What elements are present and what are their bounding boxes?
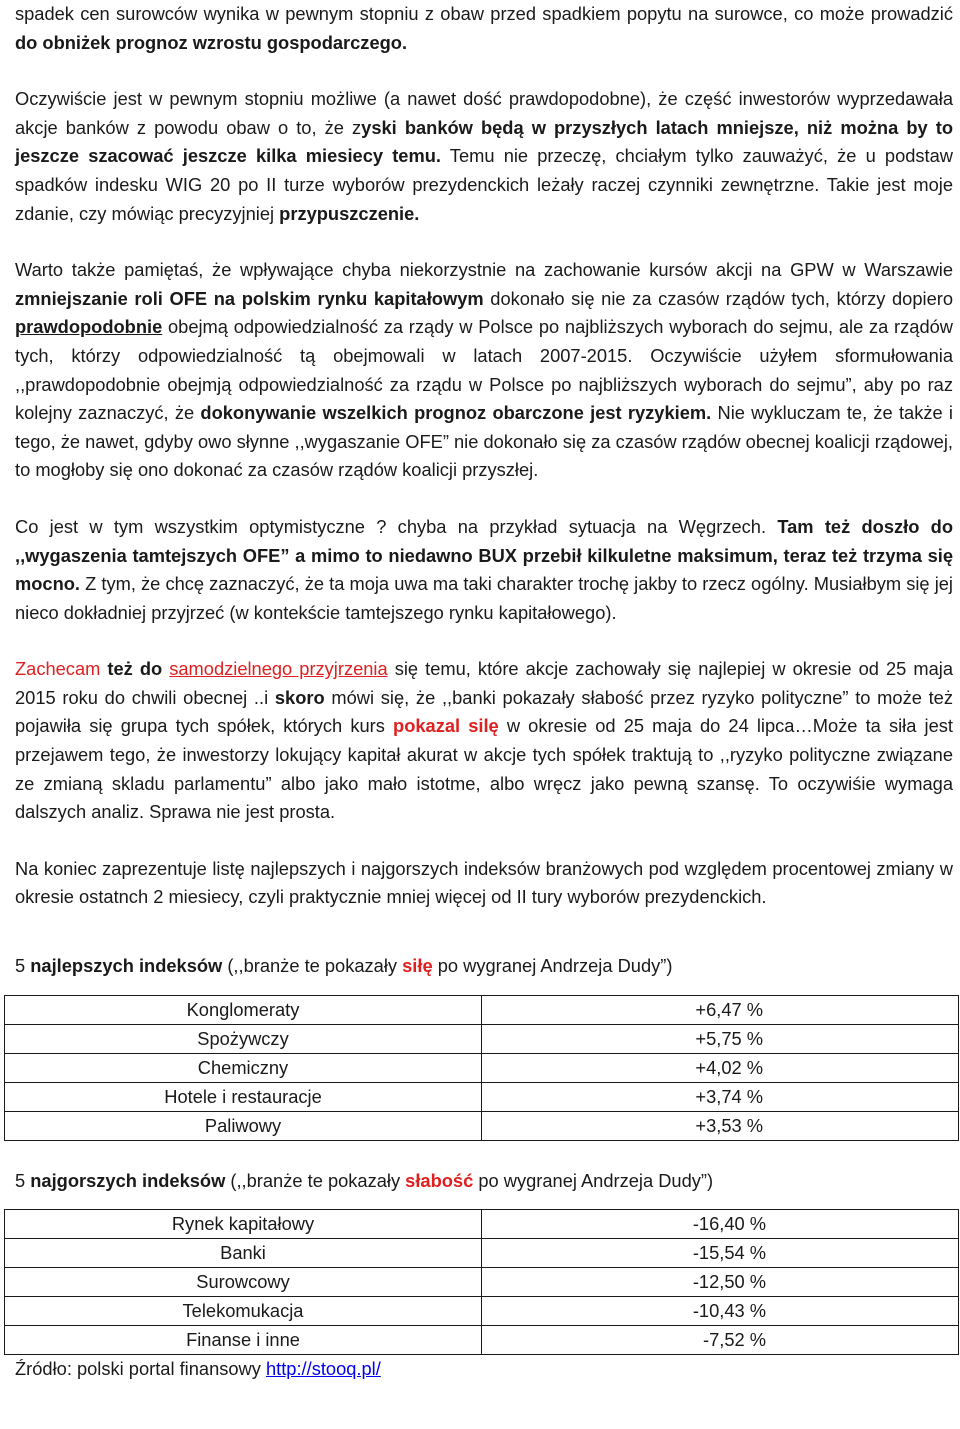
table-row bbox=[5, 1326, 959, 1355]
table-row bbox=[5, 995, 959, 1024]
text: Co jest w tym wszystkim optymistyczne ? chyba na przykład sytuacja na Węgrzech. bbox=[15, 515, 778, 537]
index-change: +3,53 % bbox=[482, 1111, 959, 1140]
best-indices-title: 5 najlepszych indeksów (,,branże te pokazały siłę po wygranej Andrzeja Dudy”) bbox=[15, 955, 673, 977]
index-name: Banki bbox=[5, 1239, 482, 1268]
emphasis-text: dokonywanie wszelkich prognoz obarczone jest ryzykiem. bbox=[200, 402, 712, 424]
paragraph-commodities bbox=[15, 0, 953, 57]
emphasis-underlined-text: prawdopodobnie bbox=[15, 316, 163, 338]
index-change: -7,52 % bbox=[482, 1326, 959, 1355]
text: Z tym, że chcę zaznaczyć, że ta moja uwa ma taki charakter trochę jakby to rzecz ogólny. Musiałbym się jej nieco dokładniej przyjrzeć (w kontekście tamtejszego rynku kapitałowego). bbox=[15, 573, 953, 623]
text: mówi się, że ,,banki pokazały słabość przez ryzyko polityczne” to może też pojawiła się grupa tych spółek, których kurs bbox=[15, 686, 953, 737]
paragraph-intro-lists: Na koniec zaprezentuje listę najlepszych i najgorszych indeksów branżowych pod względem procentowej zmiany w okresie ostatnch 2 miesiecy, czyli praktycznie mniej więcej od II tury wyborów prezydenckich. bbox=[15, 857, 953, 908]
index-change: -12,50 % bbox=[482, 1268, 959, 1297]
best-indices-table bbox=[4, 995, 959, 1141]
index-name: Surowcowy bbox=[5, 1268, 482, 1297]
emphasis-text: zmniejszanie roli OFE na polskim rynku kapitałowym bbox=[15, 287, 484, 309]
source-label: Źródło: polski portal finansowy bbox=[15, 1358, 266, 1380]
index-name: Hotele i restauracje bbox=[5, 1082, 482, 1111]
paragraph-ofe bbox=[15, 256, 953, 485]
text: dokonało się nie za czasów rządów tych, którzy dopiero bbox=[483, 287, 953, 309]
text: Nie wykluczam te, że także i tego, że nawet, gdyby owo słynne ,,wygaszanie OFE” nie dokonało się za czasów rządów obecnej koalicji rządowej, to mogłoby się ono dokonać za czasów rządów koalicji przyszłej. bbox=[15, 402, 953, 481]
index-name: Konglomeraty bbox=[5, 995, 482, 1024]
paragraph-banks bbox=[15, 85, 953, 228]
index-change: -10,43 % bbox=[482, 1297, 959, 1326]
index-name: Telekomukacja bbox=[5, 1297, 482, 1326]
index-change: +6,47 % bbox=[482, 995, 959, 1024]
text: spadek cen surowców wynika w pewnym stopniu z obaw przed spadkiem popytu na surowce, co może prowadzić bbox=[15, 3, 953, 24]
index-change: +4,02 % bbox=[482, 1053, 959, 1082]
text: w okresie od 25 maja do 24 lipca…Może ta siła jest przejawem tego, że inwestorzy lokujący kapitał akurat w akcje tych spółek traktują to ,,ryzyko polityczne związane ze zmianą skladu parlamentu” albo jako mało istotme, albo wręcz jako pewną szansę. To oczywiśie wymaga dalszych analiz. Sprawa nie jest prosta. bbox=[15, 715, 953, 823]
table-row bbox=[5, 1297, 959, 1326]
index-name: Finanse i inne bbox=[5, 1326, 482, 1355]
index-change: +5,75 % bbox=[482, 1024, 959, 1053]
index-name: Paliwowy bbox=[5, 1111, 482, 1140]
red-underlined-text: samodzielnego przyjrzenia bbox=[169, 658, 388, 680]
source-link[interactable]: http://stooq.pl/ bbox=[265, 1358, 381, 1380]
paragraph-encourage bbox=[15, 655, 953, 827]
table-row bbox=[5, 1111, 959, 1140]
paragraph-hungary bbox=[15, 513, 953, 627]
table-row bbox=[5, 1024, 959, 1053]
index-name: Rynek kapitałowy bbox=[5, 1210, 482, 1239]
text: Oczywiście jest w pewnym stopniu możliwe (a nawet dość prawdopodobne), że część inwestorów wyprzedawała akcje banków z powodu obaw o to, że z bbox=[15, 88, 953, 138]
table-row bbox=[5, 1239, 959, 1268]
red-text: Zachecam bbox=[15, 658, 108, 680]
source-line bbox=[15, 1355, 953, 1384]
table-row bbox=[5, 1268, 959, 1297]
index-name: Chemiczny bbox=[5, 1053, 482, 1082]
table-row bbox=[5, 1082, 959, 1111]
index-change: +3,74 % bbox=[482, 1082, 959, 1111]
red-emphasis-text: pokazal silę bbox=[393, 715, 499, 737]
emphasis-text: też do bbox=[107, 658, 170, 680]
text: obejmą odpowiedzialność za rządy w Polsce po najbliższych wyborach do sejmu, ale za rządów tych, którzy odpowiedzialność tą obejmowali w latach 2007-2015. Oczywiście użyłem sformułowania ,,prawdopodobnie obejmją odpowiedzialność za rządu w Polsce po najbliższych wyborach do sejmu”, aby po raz kolejny zaznaczyć, że bbox=[15, 316, 953, 424]
emphasis-text: przypuszczenie. bbox=[279, 202, 420, 224]
text: się temu, które akcje zachowały się najlepiej w okresie od 25 maja 2015 roku do chwili obecnej ..i bbox=[15, 658, 953, 708]
index-change: -16,40 % bbox=[482, 1210, 959, 1239]
table-row bbox=[5, 1053, 959, 1082]
index-name: Spożywczy bbox=[5, 1024, 482, 1053]
emphasis-text: skoro bbox=[274, 686, 325, 708]
worst-indices-title: 5 najgorszych indeksów (,,branże te pokazały słabość po wygranej Andrzeja Dudy”) bbox=[15, 1169, 714, 1191]
text: Warto także pamiętaś, że wpływające chyba niekorzystnie na zachowanie kursów akcji na GPW w Warszawie bbox=[15, 259, 953, 281]
index-change: -15,54 % bbox=[482, 1239, 959, 1268]
table-row bbox=[5, 1210, 959, 1239]
emphasis-text: yski banków będą w przyszłych latach mniejsze, niż można by to jeszcze szacować jeszcze kilka miesiecy temu. bbox=[15, 116, 953, 167]
text: Temu nie przeczę, chciałym tylko zauważyć, że u podstaw spadków indesku WIG 20 po II turze wyborów prezydenckich leżały raczej czynniki zewnętrzne. Takie jest moje zdanie, czy mówiąc precyzyjniej bbox=[15, 145, 953, 224]
emphasis-text: do obniżek prognoz wzrostu gospodarczego. bbox=[15, 31, 408, 53]
emphasis-text: Tam też doszło do ,,wygaszenia tamtejszych OFE” a mimo to niedawno BUX przebił kilkuletne maksimum, teraz też trzyma się mocno. bbox=[15, 515, 953, 595]
worst-indices-table bbox=[4, 1209, 959, 1355]
